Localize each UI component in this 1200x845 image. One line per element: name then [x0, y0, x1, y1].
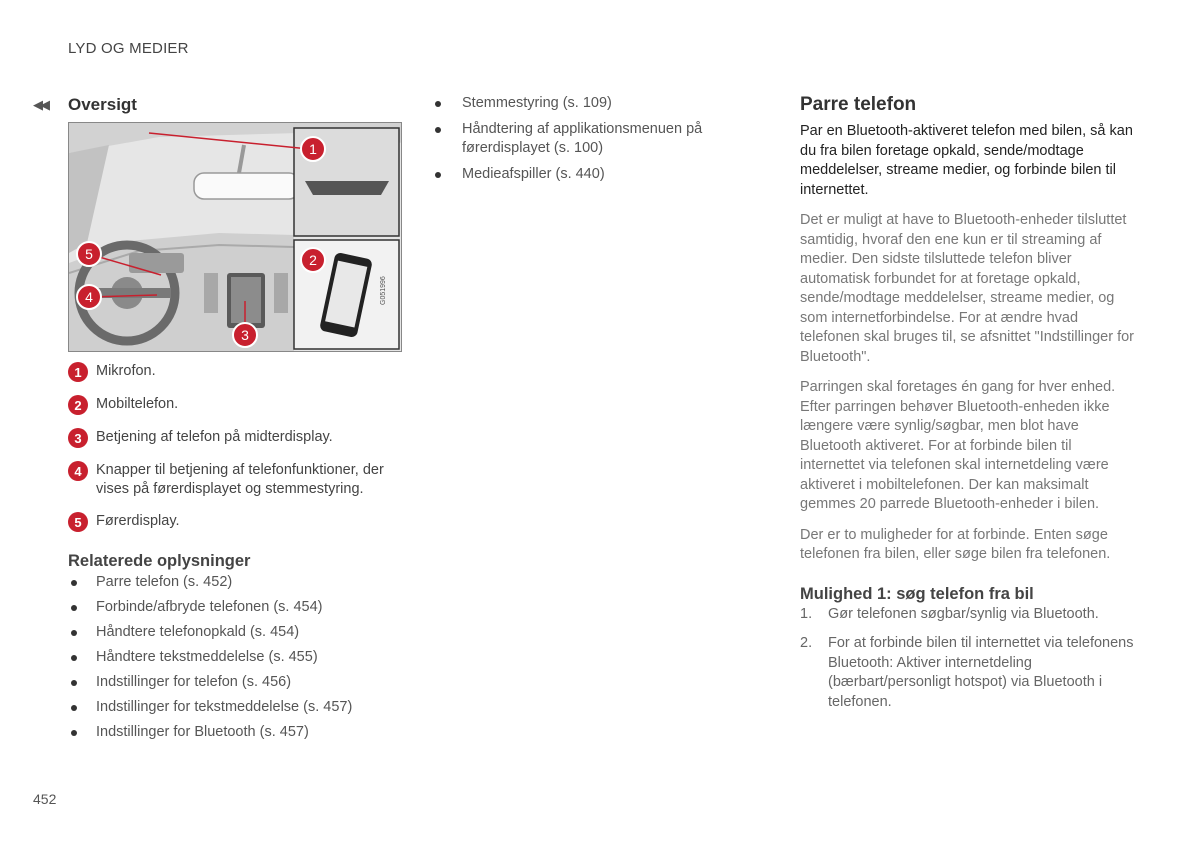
- related-link-text: Håndtere telefonopkald (s. 454): [96, 624, 300, 640]
- callout-text: Knapper til betjening af telefonfunktioner, der vises på førerdisplayet og stemmestyring.: [96, 462, 384, 497]
- svg-text:2: 2: [309, 252, 317, 268]
- callout-text: Mikrofon.: [96, 363, 156, 379]
- related-link-text: Håndtere tekstmeddelelse (s. 455): [96, 649, 318, 665]
- related-link[interactable]: [68, 648, 403, 667]
- callout-text: Mobiltelefon.: [96, 396, 179, 412]
- related-link[interactable]: [68, 573, 403, 592]
- pair-paragraph: Parringen skal foretages én gang for hver enhed. Efter parringen behøver Bluetooth-enheden ikke længere være synlig/søgbar, men blot have Bluetooth aktiveret. For at forbinde bilen til internettet via telefonen skal internetdeling være aktiveret i mobiltelefonen. Der kan maksimalt gemmes 20 parrede Bluetooth-enheder i bilen.: [800, 379, 1116, 512]
- bullet-icon: [435, 101, 441, 107]
- figure-badge-5: [77, 242, 101, 266]
- overview-title: Oversigt: [68, 95, 137, 114]
- step-item: [800, 634, 1135, 712]
- bullet-icon: [71, 605, 77, 611]
- related-link-text: Stemmestyring (s. 109): [462, 95, 612, 111]
- figure-badge-2: [301, 248, 325, 272]
- related-link-text: Parre telefon (s. 452): [96, 574, 233, 590]
- callout-item: [68, 428, 403, 448]
- related-link-text: Indstillinger for Bluetooth (s. 457): [96, 724, 309, 740]
- callout-badge: 3: [68, 428, 88, 448]
- car-interior-illustration: [69, 123, 402, 352]
- bullet-icon: [71, 705, 77, 711]
- related-link[interactable]: [432, 94, 762, 113]
- pair-paragraph: Der er to muligheder for at forbinde. Enten søge telefonen fra bilen, eller søge bilen fra telefonen.: [800, 526, 1111, 562]
- overview-heading: [33, 94, 403, 116]
- related-link-text: Indstillinger for tekstmeddelelse (s. 457): [96, 699, 353, 715]
- pair-phone-lead: Par en Bluetooth-aktiveret telefon med bilen, så kan du fra bilen foretage opkald, sende/modtage meddelelser, streame medier, og forbinde bilen til internettet.: [800, 123, 1133, 198]
- step-number: 2.: [800, 635, 813, 651]
- svg-text:3: 3: [241, 327, 249, 343]
- svg-text:5: 5: [85, 246, 93, 262]
- bullet-icon: [71, 655, 77, 661]
- bullet-icon: [71, 680, 77, 686]
- related-continued-column: [432, 94, 762, 191]
- related-link[interactable]: [68, 623, 403, 642]
- pair-phone-title: Parre telefon: [800, 94, 917, 115]
- option1-steps: [800, 605, 1135, 713]
- bullet-icon: [435, 127, 441, 133]
- related-link-text: Forbinde/afbryde telefonen (s. 454): [96, 599, 323, 615]
- related-list: [68, 573, 403, 742]
- related-link[interactable]: [68, 598, 403, 617]
- bullet-icon: [71, 730, 77, 736]
- step-number: 1.: [800, 605, 813, 622]
- overview-column: [33, 94, 403, 748]
- running-header: LYD OG MEDIER: [68, 40, 189, 57]
- double-left-arrow-icon[interactable]: ◀◀: [33, 97, 47, 112]
- bullet-icon: [435, 172, 441, 178]
- callout-item: [68, 362, 403, 382]
- callout-badge: 1: [68, 362, 88, 382]
- svg-text:1: 1: [309, 141, 317, 157]
- callout-item: [68, 461, 403, 499]
- callout-badge: 5: [68, 512, 88, 532]
- callout-badge: 2: [68, 395, 88, 415]
- related-link-text: Håndtering af applikationsmenuen på førerdisplayet (s. 100): [462, 121, 703, 156]
- figure-badge-4: [77, 285, 101, 309]
- related-link[interactable]: [432, 120, 762, 158]
- figure-badge-1: [301, 137, 325, 161]
- callout-text: Førerdisplay.: [96, 513, 180, 529]
- figure-badge-3: [233, 323, 257, 347]
- related-link-text: Medieafspiller (s. 440): [462, 166, 605, 182]
- callout-list: [68, 362, 403, 532]
- pair-phone-column: [800, 94, 1135, 722]
- related-link[interactable]: [68, 723, 403, 742]
- callout-item: [68, 512, 403, 532]
- step-item: [800, 605, 1135, 625]
- related-link[interactable]: [68, 673, 403, 692]
- related-link[interactable]: [68, 698, 403, 717]
- callout-item: [68, 395, 403, 415]
- page-number: 452: [33, 791, 57, 807]
- option1-title: Mulighed 1: søg telefon fra bil: [800, 584, 1034, 603]
- related-link[interactable]: [432, 165, 762, 184]
- figure-code: G051996: [380, 276, 387, 305]
- bullet-icon: [71, 580, 77, 586]
- related-list-continued: [432, 94, 762, 184]
- callout-text: Betjening af telefon på midterdisplay.: [96, 429, 333, 445]
- related-title: Relaterede oplysninger: [68, 552, 251, 570]
- related-link-text: Indstillinger for telefon (s. 456): [96, 674, 292, 690]
- bullet-icon: [71, 630, 77, 636]
- pair-paragraph: Det er muligt at have to Bluetooth-enheder tilsluttet samtidig, hvoraf den ene kun er til streaming af medier. Den sidste tilsluttede telefon bliver automatisk forbundet for at foretage opkald, sende/modtage meddelelser, streame medier, og som internetforbindelse. For at ændre hvad telefonen skal bruges til, se afsnittet "Indstillinger for Bluetooth".: [800, 212, 1134, 365]
- step-text: Gør telefonen søgbar/synlig via Bluetooth.: [828, 605, 1099, 622]
- svg-text:4: 4: [85, 289, 93, 305]
- callout-badge: 4: [68, 461, 88, 481]
- car-interior-figure: [68, 122, 402, 352]
- step-text: For at forbinde bilen til internettet via telefonens Bluetooth: Aktiver internetdeling (bærbart/personligt hotspot) via Bluetooth i telefonen.: [828, 635, 1134, 710]
